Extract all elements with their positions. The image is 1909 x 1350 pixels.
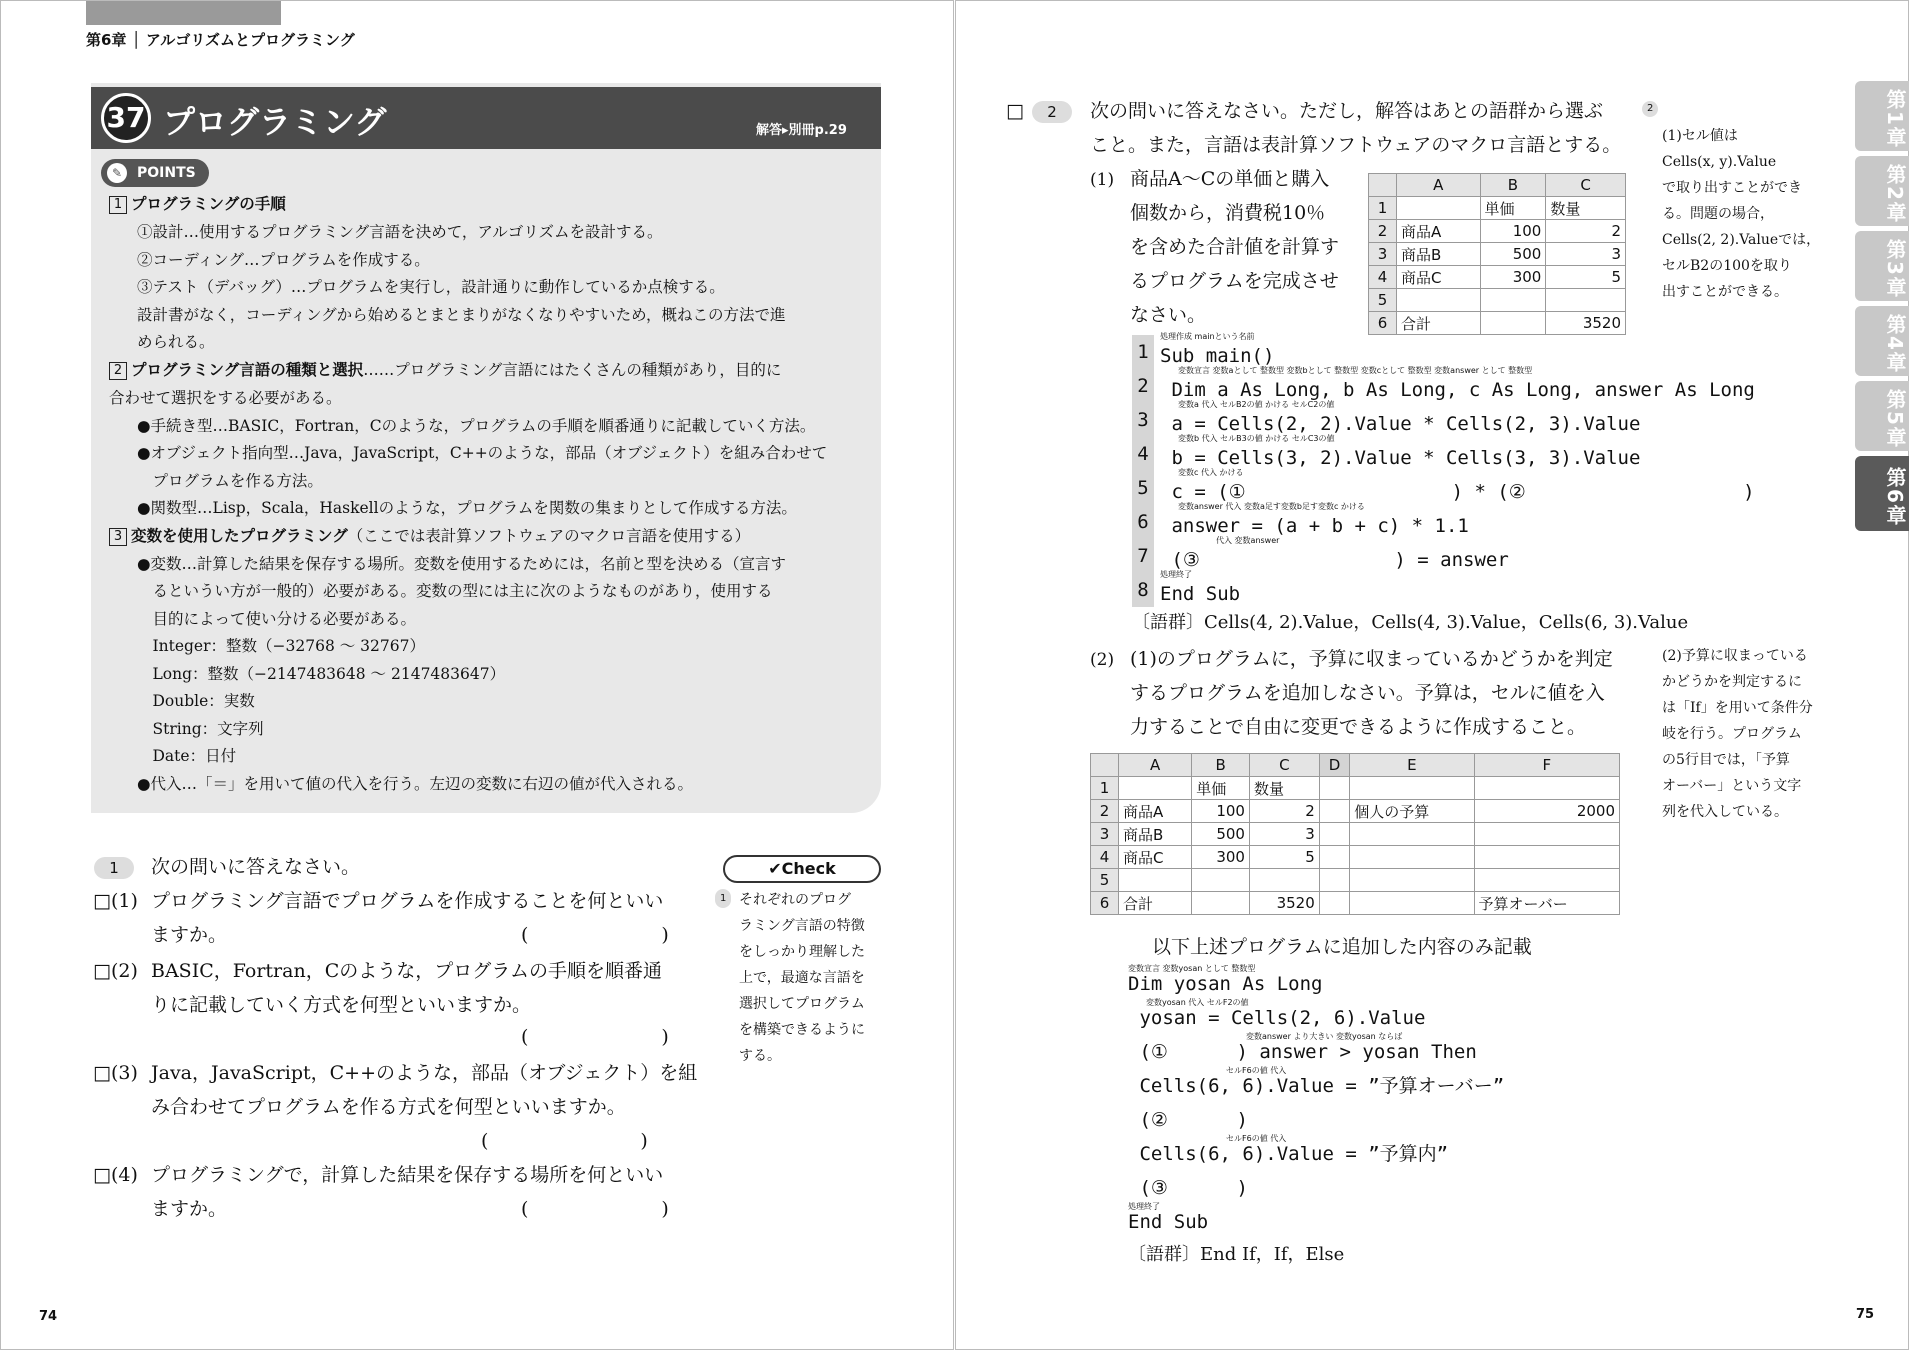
question-1-item-text: プログラミング言語でプログラムを作成することを何といい (151, 890, 664, 912)
sheet-row-header: 4 (1369, 266, 1397, 289)
check-ref: 1 (715, 889, 731, 908)
sheet-cell: 500 (1192, 823, 1250, 846)
sheet-cell: 2 (1546, 220, 1626, 243)
section-3-line: Date：日付 (137, 747, 237, 765)
sheet-col-header: C (1249, 754, 1319, 777)
sheet-cell (1350, 846, 1474, 869)
question-1-item-label[interactable]: □(1) (93, 890, 138, 912)
question-1-item-text: み合わせてプログラムを作る方式を何型といいますか。 (151, 1096, 626, 1118)
section-3-line: ●変数…計算した結果を保存する場所。変数を使用するためには，名前と型を決める（宣言す (137, 555, 787, 573)
code-annotation: 変数a 代入 セルB2の値 かける セルC2の値 (1178, 400, 1335, 409)
sheet-cell (1480, 312, 1546, 335)
question-1-badge: 1 (94, 857, 134, 879)
side-note-line: は「If」を用いて条件分 (1662, 700, 1813, 716)
code-annotation: 変数answer 代入 変数a足す変数b足す変数c かける (1178, 502, 1365, 511)
code-annotation: 変数宣言 変数yosan として 整数型 (1128, 964, 1256, 973)
sheet-cell (1350, 869, 1474, 892)
side-note-line: (2)予算に収まっている (1662, 648, 1808, 664)
sheet-cell: 5 (1249, 846, 1319, 869)
sheet-corner (1369, 174, 1397, 197)
code-annotation: 変数c 代入 かける (1178, 468, 1244, 477)
sheet-cell: 個人の予算 (1350, 800, 1474, 823)
answer-blank[interactable]: ( ) (521, 1198, 669, 1220)
chapter-tab-3[interactable]: 第3章 (1855, 231, 1909, 301)
sheet-cell (1319, 777, 1349, 800)
answer-blank[interactable]: ( ) (481, 1130, 648, 1152)
question-2-prompt: こと。また，言語は表計算ソフトウェアのマクロ言語とする。 (1090, 134, 1622, 156)
sheet-cell (1397, 197, 1481, 220)
side-note-line: セルB2の100を取り (1662, 258, 1792, 274)
check-note-line: 選択してプログラム (739, 996, 865, 1012)
line-number: 8 (1132, 573, 1154, 607)
code-line: b = Cells(3, 2).Value * Cells(3, 3).Value (1160, 447, 1641, 469)
sheet-cell (1192, 869, 1250, 892)
side-note-line: Cells(2, 2).Valueでは， (1662, 232, 1821, 248)
code-intro: 以下上述プログラムに追加した内容のみ記載 (1152, 936, 1532, 958)
line-number: 6 (1132, 505, 1154, 539)
sheet-cell: 商品A (1397, 220, 1481, 243)
question-1-item-text: ますか。 (151, 1198, 228, 1220)
sheet-col-header: F (1474, 754, 1619, 777)
question-1-item-label[interactable]: □(4) (93, 1164, 138, 1186)
sheet-cell: 100 (1480, 220, 1546, 243)
side-note-line: で取り出すことができ (1662, 180, 1802, 196)
sheet-row-header: 2 (1369, 220, 1397, 243)
part-1-text: 商品A～Cの単価と購入 (1130, 168, 1330, 190)
sheet-cell (1480, 289, 1546, 312)
section-1-line: ①設計…使用するプログラミング言語を決めて，アルゴリズムを設計する。 (137, 223, 663, 241)
code-annotation: 処理終了 (1160, 570, 1192, 579)
code-line: Dim a As Long, b As Long, c As Long, answer As Long (1160, 379, 1755, 401)
check-badge: ✔Check (723, 855, 881, 883)
section-3-line: 目的によって使い分ける必要がある。 (137, 610, 417, 628)
part-2-text: 力することで自由に変更できるように作成すること。 (1130, 716, 1587, 738)
section-1-heading: 1 プログラミングの手順 (109, 195, 286, 214)
sheet-cell (1546, 289, 1626, 312)
sheet-cell: 商品C (1397, 266, 1481, 289)
check-note-line: 上で，最適な言語を (739, 970, 865, 986)
sheet-cell: 500 (1480, 243, 1546, 266)
code-line: Cells(6, 6).Value = ”予算オーバー” (1128, 1075, 1505, 1097)
code-line: Sub main() (1160, 345, 1275, 367)
right-page (955, 0, 1909, 1350)
section-2-line: ●手続き型…BASIC，Fortran，Cのような，プログラムの手順を順番通りに記載していく方法。 (137, 417, 816, 435)
spreadsheet-2 (1090, 753, 1620, 915)
sheet-row-header: 2 (1091, 800, 1119, 823)
sheet-cell (1119, 777, 1192, 800)
code-annotation: 処理終了 (1128, 1202, 1160, 1211)
sheet-col-header: A (1397, 174, 1481, 197)
chapter-tab-bar (86, 1, 281, 25)
points-badge: POINTS (101, 159, 209, 187)
line-number: 5 (1132, 471, 1154, 505)
section-3-line: Long：整数（−2147483648 ～ 2147483647） (137, 665, 506, 683)
spreadsheet-1 (1368, 173, 1626, 335)
sheet-cell (1474, 823, 1619, 846)
section-2-line: ●オブジェクト指向型…Java，JavaScript，C++のような，部品（オブジェクト）を組み合わせて (137, 444, 828, 462)
side-note-ref: 2 (1642, 101, 1658, 117)
check-note-line: ラミング言語の特徴 (739, 918, 865, 934)
chapter-header: 第6章 │ アルゴリズムとプログラミング (86, 31, 355, 49)
question-2-badge: 2 (1032, 101, 1072, 123)
answer-blank[interactable]: ( ) (521, 924, 669, 946)
sheet-cell: 3 (1249, 823, 1319, 846)
code-annotation: セルF6の値 代入 (1226, 1134, 1287, 1143)
code-annotation: 変数answer より大きい 変数yosan ならば (1246, 1032, 1403, 1041)
sheet-cell: 合計 (1397, 312, 1481, 335)
sheet-col-header: B (1480, 174, 1546, 197)
line-number: 1 (1132, 335, 1154, 369)
sheet-row-header: 6 (1091, 892, 1119, 915)
question-1-item-text: りに記載していく方式を何型といいますか。 (151, 994, 532, 1016)
sheet-cell (1350, 823, 1474, 846)
sheet-cell (1119, 869, 1192, 892)
line-number: 7 (1132, 539, 1154, 573)
answer-reference: 解答▸別冊p.29 (756, 123, 847, 138)
sheet-row-header: 1 (1091, 777, 1119, 800)
code-line: yosan = Cells(2, 6).Value (1128, 1007, 1426, 1029)
code-line-with-blanks[interactable]: (① ) answer > yosan Then (1128, 1041, 1477, 1063)
side-note-line: の5行目では，「予算 (1662, 752, 1790, 768)
sheet-cell: 3 (1546, 243, 1626, 266)
code-line: Dim yosan As Long (1128, 973, 1323, 995)
question-1-prompt: 次の問いに答えなさい。 (151, 856, 361, 878)
part-2-label: (2) (1090, 650, 1115, 670)
line-number: 4 (1132, 437, 1154, 471)
code-line-with-blanks[interactable]: c = (① ) * (② ) (1160, 481, 1755, 503)
sheet-cell: 商品C (1119, 846, 1192, 869)
chapter-tab-6[interactable]: 第6章 (1855, 456, 1909, 531)
side-note-line: Cells(x, y).Value (1662, 154, 1777, 170)
sheet-cell (1319, 892, 1349, 915)
code-line: answer = (a + b + c) * 1.1 (1160, 515, 1469, 537)
code-line: End Sub (1160, 583, 1241, 605)
sheet-cell: 商品B (1119, 823, 1192, 846)
sheet-cell (1474, 777, 1619, 800)
word-bank-2: 〔語群〕End If，If，Else (1128, 1244, 1345, 1265)
question-1-item-text: ますか。 (151, 924, 228, 946)
sheet-cell (1474, 869, 1619, 892)
word-bank-1: 〔語群〕Cells(4, 2).Value，Cells(4, 3).Value，Cells(6, 3).Value (1132, 612, 1689, 633)
sheet-cell: 2 (1249, 800, 1319, 823)
section-2-line: 合わせて選択をする必要がある。 (109, 389, 342, 407)
sheet-row-header: 1 (1369, 197, 1397, 220)
sheet-cell: 数量 (1249, 777, 1319, 800)
side-note-line: 岐を行う。プログラム (1662, 726, 1802, 742)
sheet-col-header: D (1319, 754, 1349, 777)
code-annotation: 処理作成 mainという名前 (1160, 332, 1255, 341)
section-3-line: Integer：整数（−32768 ～ 32767） (137, 637, 425, 655)
sheet-cell (1397, 289, 1481, 312)
sheet-col-header: C (1546, 174, 1626, 197)
code-line: Cells(6, 6).Value = ”予算内” (1128, 1143, 1449, 1165)
pencil-icon: ✎ (107, 163, 127, 183)
section-3-heading: 3 変数を使用したプログラミング（ここでは表計算ソフトウェアのマクロ言語を使用する） (109, 527, 750, 546)
sheet-cell: 数量 (1546, 197, 1626, 220)
section-2-line: ●関数型…Lisp，Scala，Haskellのような，プログラムを関数の集まりとして作成する方法。 (137, 499, 797, 517)
section-1-line: められる。 (137, 333, 215, 351)
sheet-cell (1319, 823, 1349, 846)
sheet-cell (1319, 846, 1349, 869)
side-note-line: 列を代入している。 (1662, 804, 1788, 820)
chapter-tab-1[interactable]: 第1章 (1855, 81, 1909, 151)
code-line: End Sub (1128, 1211, 1209, 1233)
section-1-line: 設計書がなく，コーディングから始めるとまとまりがなくなりやすいため，概ねこの方法で進 (137, 306, 786, 324)
sheet-cell (1249, 869, 1319, 892)
sheet-cell: 3520 (1546, 312, 1626, 335)
question-1-item-text: Java，JavaScript，C++のような，部品（オブジェクト）を組 (151, 1062, 698, 1084)
sheet-cell (1192, 892, 1250, 915)
sheet-row-header: 4 (1091, 846, 1119, 869)
question-1-item-text: BASIC，Fortran，Cのような，プログラムの手順を順番通 (151, 960, 663, 982)
section-2-heading: 2 プログラミング言語の種類と選択……プログラミング言語にはたくさんの種類があり，目的に (109, 361, 781, 380)
code-annotation: 変数b 代入 セルB3の値 かける セルC3の値 (1178, 434, 1335, 443)
sheet-cell: 3520 (1249, 892, 1319, 915)
sheet-row-header: 3 (1369, 243, 1397, 266)
sheet-row-header: 5 (1369, 289, 1397, 312)
sheet-cell: 商品A (1119, 800, 1192, 823)
page-number: 75 (1856, 1307, 1875, 1322)
section-1-line: ③テスト（デバッグ）…プログラムを実行し，設計通りに動作しているか点検する。 (137, 278, 725, 296)
sheet-col-header: A (1119, 754, 1192, 777)
sheet-cell (1350, 777, 1474, 800)
side-note-line: 出すことができる。 (1662, 284, 1788, 300)
section-3-line: String：文字列 (137, 720, 264, 738)
side-note-line: オーバー」という文字 (1662, 778, 1802, 794)
sheet-cell: 2000 (1474, 800, 1619, 823)
side-note-line: る。問題の場合， (1662, 206, 1774, 222)
part-1-text: なさい。 (1130, 304, 1207, 326)
check-note-line: それぞれのプログ (739, 892, 851, 908)
sheet-row-header: 6 (1369, 312, 1397, 335)
sheet-cell: 単価 (1480, 197, 1546, 220)
code-line-with-blanks[interactable]: (③ ) (1128, 1177, 1248, 1199)
side-note-line: かどうかを判定するに (1662, 674, 1802, 690)
question-1-item-text: プログラミングで，計算した結果を保存する場所を何といい (151, 1164, 664, 1186)
check-note-line: する。 (739, 1048, 781, 1064)
sheet-cell: 300 (1480, 266, 1546, 289)
code-annotation: 変数yosan 代入 セルF2の値 (1146, 998, 1249, 1007)
left-page (0, 0, 954, 1350)
topic-number: 37 (101, 93, 151, 143)
check-note-line: を構築できるように (739, 1022, 865, 1038)
code-annotation: 変数宣言 変数aとして 整数型 変数bとして 整数型 変数cとして 整数型 変数answer として 整数型 (1178, 366, 1533, 375)
part-2-text: するプログラムを追加しなさい。予算は，セルに値を入 (1130, 682, 1605, 704)
sheet-cell (1319, 800, 1349, 823)
line-number: 3 (1132, 403, 1154, 437)
sheet-cell (1474, 846, 1619, 869)
question-2-checkbox[interactable]: □ (1006, 100, 1024, 122)
question-1-item-label[interactable]: □(3) (93, 1062, 138, 1084)
sheet-col-header: B (1192, 754, 1250, 777)
code-line: a = Cells(2, 2).Value * Cells(2, 3).Value (1160, 413, 1641, 435)
part-1-label: (1) (1090, 170, 1115, 190)
side-note-line: (1)セル値は (1662, 128, 1738, 144)
answer-blank[interactable]: ( ) (521, 1026, 669, 1048)
part-1-text: を含めた合計値を計算す (1130, 236, 1340, 258)
sheet-row-header: 3 (1091, 823, 1119, 846)
check-note-line: をしっかり理解した (739, 944, 865, 960)
section-1-line: ②コーディング…プログラムを作成する。 (137, 251, 430, 269)
topic-title: プログラミング (163, 103, 387, 141)
question-2-prompt: 次の問いに答えなさい。ただし，解答はあとの語群から選ぶ (1090, 100, 1604, 122)
sheet-cell (1319, 869, 1349, 892)
sheet-cell: 100 (1192, 800, 1250, 823)
chapter-tab-5[interactable]: 第5章 (1855, 381, 1909, 451)
sheet-corner (1091, 754, 1119, 777)
section-3-line: Double：実数 (137, 692, 255, 710)
part-1-text: 個数から，消費税10％ (1130, 202, 1326, 224)
part-1-text: るプログラムを完成させ (1130, 270, 1339, 292)
sheet-cell (1350, 892, 1474, 915)
chapter-tab-2[interactable]: 第2章 (1855, 156, 1909, 226)
sheet-cell: 商品B (1397, 243, 1481, 266)
code-line-with-blanks[interactable]: (② ) (1128, 1109, 1248, 1131)
code-annotation: セルF6の値 代入 (1226, 1066, 1287, 1075)
code-line-with-blanks[interactable]: (③ ) = answer (1160, 549, 1509, 571)
sheet-cell: 300 (1192, 846, 1250, 869)
part-2-text: (1)のプログラムに，予算に収まっているかどうかを判定 (1130, 648, 1613, 670)
code-annotation: 代入 変数answer (1216, 536, 1280, 545)
sheet-cell: 単価 (1192, 777, 1250, 800)
chapter-tab-4[interactable]: 第4章 (1855, 306, 1909, 376)
question-1-item-label[interactable]: □(2) (93, 960, 138, 982)
sheet-cell: 予算オーバー (1474, 892, 1619, 915)
sheet-cell: 合計 (1119, 892, 1192, 915)
sheet-row-header: 5 (1091, 869, 1119, 892)
section-2-line: プログラムを作る方法。 (137, 472, 323, 490)
page-number: 74 (39, 1309, 58, 1324)
section-3-line: るというい方が一般的）必要がある。変数の型には主に次のようなものがあり，使用する (137, 582, 773, 600)
line-number: 2 (1132, 369, 1154, 403)
section-3-line: ●代入…「＝」を用いて値の代入を行う。左辺の変数に右辺の値が代入される。 (137, 775, 694, 793)
sheet-col-header: E (1350, 754, 1474, 777)
sheet-cell: 5 (1546, 266, 1626, 289)
